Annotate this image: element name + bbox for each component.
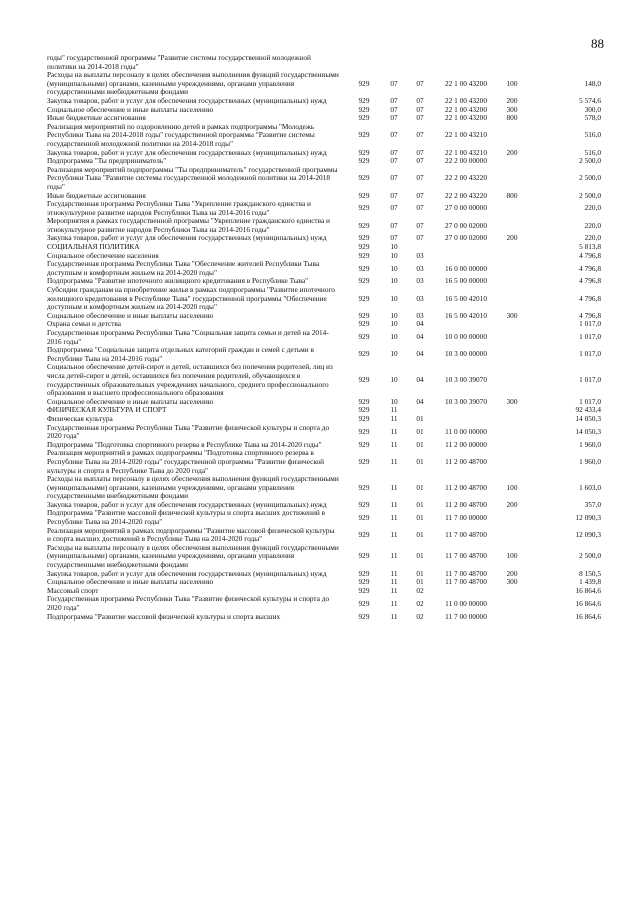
expense-type-cell: 300 [506,396,518,406]
section-code-cell: 07 [390,220,398,230]
expense-type-cell [499,509,525,526]
expense-type-cell [499,217,525,234]
subsection-code-cell [407,54,433,71]
row-name-cell: Закупка товаров, работ и услуг для обеспечения государственных (муниципальных) нужд [47,147,327,157]
admin-code-cell: 929 [358,375,370,385]
expense-type-cell [499,613,525,622]
amount-cell: 578,0 [584,113,601,123]
expense-type-cell [499,329,525,346]
subsection-code-cell: 03 [416,310,424,320]
target-article-cell: 16 5 00 42010 [445,310,487,320]
target-article-cell: 11 0 00 00000 [445,426,487,436]
table-row [47,363,601,397]
expense-type-cell: 100 [506,551,518,561]
expense-type-cell [499,277,525,286]
amount-cell: 4 796,8 [579,250,601,260]
target-article-cell: 22 2 00 43220 [445,173,487,183]
target-article-cell: 11 0 00 00000 [445,598,487,608]
row-name-cell: ФИЗИЧЕСКАЯ КУЛЬТУРА И СПОРТ [47,405,167,415]
table-row [47,123,601,149]
amount-cell [525,54,601,71]
target-article-cell: 11 2 00 00000 [445,439,487,449]
target-article-cell: 27 0 00 02000 [445,220,487,230]
section-code-cell: 07 [390,156,398,166]
subsection-code-cell: 04 [416,332,424,342]
section-code-cell: 10 [390,375,398,385]
amount-cell: 220,0 [584,203,601,213]
row-name-cell: Расходы на выплаты персоналу в целях обеспечения выполнения функций государственными (муниципальными) органами, казенными учреждениями, органами управления государственными внебюджетными фондами [47,70,339,97]
target-article-cell: 22 1 00 43200 [445,95,487,105]
expense-type-cell: 800 [506,113,518,123]
amount-cell: 16 864,6 [575,585,601,595]
expense-type-cell [499,424,525,441]
expense-type-cell [499,157,525,166]
row-name-cell: Расходы на выплаты персоналу в целях обеспечения выполнения функций государственными (муниципальными) органами, казенными учреждениями, органами управления государственными внебюджетными фондами [47,542,339,570]
section-code-cell: 11 [390,499,398,509]
row-name-cell: Закупка товаров, работ и услуг для обеспечения государственных (муниципальных) нужд [47,233,327,243]
subsection-code-cell: 01 [416,551,424,561]
subsection-code-cell: 01 [416,568,424,578]
expense-type-cell [499,415,525,424]
subsection-code-cell: 07 [416,113,424,123]
expense-type-cell [499,346,525,363]
table-row [47,312,601,321]
amount-cell: 5 813,8 [579,242,601,252]
row-name-cell: Расходы на выплаты персоналу в целях обеспечения выполнения функций государственными (муниципальными) органами, казенными учреждениями, органами управления государственными внебюджетными фондами [47,474,339,501]
target-article-cell: 11 7 00 48700 [445,568,487,578]
amount-cell: 92 433,4 [575,405,601,415]
subsection-code-cell: 01 [416,499,424,509]
amount-cell: 220,0 [584,233,601,243]
row-name-cell: Государственная программа Республики Тыва "Развитие физической культуры и спорта до 2020 года" [47,422,330,441]
row-name-cell: Массовый спорт [47,585,99,595]
table-row [47,595,601,612]
table-row [47,217,601,234]
section-code-cell: 11 [390,456,398,466]
amount-cell: 8 150,5 [579,568,601,578]
amount-cell: 4 796,8 [579,276,601,286]
amount-cell: 12 090,3 [575,512,601,522]
admin-code-cell: 929 [358,173,370,183]
row-name-cell: Подпрограмма "Развитие ипотечного жилищного кредитования в Республике Тыва" [47,276,309,286]
row-name-cell: Закупка товаров, работ и услуг для обеспечения государственных (муниципальных) нужд [47,95,327,105]
section-code-cell: 10 [390,396,398,406]
amount-cell: 1 960,0 [579,456,601,466]
expense-type-cell [499,123,525,149]
admin-code-cell: 929 [358,332,370,342]
row-name-cell: Социальное обеспечение и иные выплаты населению [47,396,214,406]
target-article-cell: 10 3 00 39070 [445,375,487,385]
expense-type-cell [499,363,525,397]
subsection-code-cell: 02 [416,611,424,621]
subsection-code-cell: 07 [416,190,424,200]
table-row [47,346,601,363]
section-code-cell: 10 [390,250,398,260]
subsection-code-cell: 07 [416,203,424,213]
target-article-cell: 11 7 00 48700 [445,577,487,587]
section-code-cell [381,54,407,71]
subsection-code-cell: 07 [416,220,424,230]
expense-type-cell [499,166,525,192]
subsection-code-cell: 02 [416,585,424,595]
row-name-cell: Подпрограмма "Развитие массовой физической культуры и спорта высших достижений в Республике Тыва на 2014-2020 годы" [47,508,326,527]
row-name-cell: Мероприятия в рамках государственной программы "Укрепление гражданского единства и этнокультурное развитие народов Республики Тыва на 2014-2016 годы" [47,216,330,234]
amount-cell: 1 017,0 [579,332,601,342]
section-code-cell: 11 [390,551,398,561]
expense-type-cell: 100 [506,78,518,88]
subsection-code-cell: 07 [416,147,424,157]
section-code-cell: 11 [390,405,398,415]
admin-code-cell: 929 [358,349,370,359]
target-article-cell: 11 7 00 00000 [445,611,487,621]
subsection-code-cell: 07 [416,130,424,140]
row-name-cell: Социальное обеспечение и иные выплаты населению [47,577,214,587]
target-article-cell [433,406,499,415]
amount-cell: 2 500,0 [579,190,601,200]
subsection-code-cell: 01 [416,413,424,423]
target-article-cell: 11 7 00 48700 [445,551,487,561]
expense-type-cell [499,441,525,450]
amount-cell: 1 960,0 [579,439,601,449]
subsection-code-cell: 03 [416,276,424,286]
target-article-cell: 22 2 00 43220 [445,190,487,200]
section-code-cell: 11 [390,512,398,522]
table-row [47,578,601,587]
subsection-code-cell: 04 [416,375,424,385]
amount-cell: 1 017,0 [579,319,601,329]
row-name-cell: Государственная программа Республики Тыва "Обеспечение жителей Республики Тыва доступным и комфортным жильем на 2014-2020 годы" [47,259,320,277]
admin-code-cell: 929 [358,220,370,230]
table-row [47,406,601,415]
admin-code-cell: 929 [358,78,370,88]
row-name-cell: Охрана семьи и детства [47,319,121,329]
row-name-cell: Подпрограмма "Социальная защита отдельных категорий граждан и семей с детьми в Республике Тыва на 2014-2016 годы" [47,345,314,363]
table-row [47,54,601,71]
amount-cell: 14 050,3 [575,413,601,423]
section-code-cell: 10 [390,310,398,320]
admin-code-cell: 929 [358,242,370,252]
amount-cell: 4 796,8 [579,310,601,320]
admin-code-cell [347,54,381,71]
admin-code-cell: 929 [358,499,370,509]
expense-type-cell [499,595,525,612]
target-article-cell: 16 0 00 00000 [445,263,487,273]
section-code-cell: 07 [390,78,398,88]
target-article-cell: 11 2 00 48700 [445,456,487,466]
table-row [47,260,601,277]
section-code-cell: 10 [390,263,398,273]
admin-code-cell: 929 [358,577,370,587]
admin-code-cell: 929 [358,598,370,608]
amount-cell: 516,0 [584,130,601,140]
section-code-cell: 07 [390,190,398,200]
expense-type-cell: 200 [506,95,518,105]
subsection-code-cell: 07 [416,78,424,88]
section-code-cell: 11 [390,529,398,539]
section-code-cell: 07 [390,173,398,183]
row-name-cell: Подпрограмма "Ты предприниматель" [47,156,167,166]
table-row [47,475,601,501]
section-code-cell: 11 [390,577,398,587]
subsection-code-cell: 03 [416,250,424,260]
expense-type-cell: 200 [506,499,518,509]
admin-code-cell: 929 [358,156,370,166]
target-article-cell [433,252,499,261]
target-article-cell [433,54,499,71]
admin-code-cell: 929 [358,310,370,320]
section-code-cell: 11 [390,585,398,595]
subsection-code-cell: 07 [416,173,424,183]
table-row [47,71,601,97]
amount-cell: 2 500,0 [579,156,601,166]
amount-cell: 357,0 [584,499,601,509]
section-code-cell: 07 [390,104,398,114]
admin-code-cell: 929 [358,396,370,406]
admin-code-cell: 929 [358,456,370,466]
row-name-cell: Закупка товаров, работ и услуг для обеспечения государственных (муниципальных) нужд [47,499,327,509]
amount-cell: 1 017,0 [579,349,601,359]
row-name-cell: Социальное обеспечение и иные выплаты населению [47,104,214,114]
row-name-cell: Реализация мероприятий в рамках подпрограммы "Подготовка спортивного резерва в Республике Тыва на 2014-2020 годы" государственной программы "Развитие физической культуры и спорта в Республике Тыва до 2020 года" [47,448,325,475]
subsection-code-cell: 01 [416,577,424,587]
row-name-cell: Физическая культура [47,413,113,423]
amount-cell: 12 090,3 [575,529,601,539]
admin-code-cell: 929 [358,263,370,273]
subsection-code-cell: 07 [416,104,424,114]
table-row [47,329,601,346]
expense-type-cell [499,200,525,217]
admin-code-cell: 929 [358,113,370,123]
section-code-cell: 07 [390,203,398,213]
section-code-cell: 11 [390,413,398,423]
subsection-code-cell: 01 [416,456,424,466]
expense-type-cell [499,252,525,261]
section-code-cell: 11 [390,568,398,578]
expense-type-cell: 300 [506,310,518,320]
admin-code-cell: 929 [358,529,370,539]
admin-code-cell: 929 [358,276,370,286]
section-code-cell: 07 [390,95,398,105]
subsection-code-cell: 03 [416,263,424,273]
subsection-code-cell: 04 [416,319,424,329]
target-article-cell: 22 2 00 00000 [445,156,487,166]
budget-table-body [47,54,601,621]
section-code-cell: 07 [390,147,398,157]
table-row [47,200,601,217]
amount-cell: 1 017,0 [579,375,601,385]
admin-code-cell: 929 [358,233,370,243]
admin-code-cell: 929 [358,319,370,329]
target-article-cell: 10 3 00 00000 [445,349,487,359]
amount-cell: 16 864,6 [575,598,601,608]
table-row [47,424,601,441]
section-code-cell: 11 [390,426,398,436]
subsection-code-cell: 01 [416,439,424,449]
subsection-code-cell: 02 [416,598,424,608]
row-name-cell: Реализация мероприятий по оздоровлению детей в рамках подпрограммы "Молодежь Республики Тыва на 2014-2018 годы" государственной программы "Развитие системы государственной молодежной политики на 2014-2018 годы" [47,121,315,148]
amount-cell: 148,0 [584,78,601,88]
section-code-cell: 11 [390,482,398,492]
subsection-code-cell: 04 [416,396,424,406]
admin-code-cell: 929 [358,130,370,140]
target-article-cell: 22 1 00 43200 [445,104,487,114]
admin-code-cell: 929 [358,293,370,303]
admin-code-cell: 929 [358,250,370,260]
admin-code-cell: 929 [358,203,370,213]
expense-type-cell [499,406,525,415]
target-article-cell [433,587,499,596]
admin-code-cell: 929 [358,439,370,449]
admin-code-cell: 929 [358,104,370,114]
expense-type-cell: 100 [506,482,518,492]
target-article-cell: 11 7 00 48700 [445,529,487,539]
row-name-cell: Социальное обеспечение детей-сирот и детей, оставшихся без попечения родителей, лиц из числа детей-сирот и детей, оставшихся без попечения родителей, обучающихся в государственных образовательных учреждениях начального, среднего профессионального образования и высшего профессионального образования [47,362,333,398]
page-number: 88 [591,36,604,51]
row-name-cell: Иные бюджетные ассигнования [47,190,146,200]
row-name-cell: Подпрограмма "Подготовка спортивного резерва в Республике Тыва на 2014-2020 годы" [47,439,322,449]
section-code-cell: 10 [390,349,398,359]
expense-type-cell [499,54,525,71]
target-article-cell: 22 1 00 43210 [445,147,487,157]
amount-cell: 14 050,3 [575,426,601,436]
row-name-cell: годы" государственной программы "Развитие системы государственной молодежной политики на 2014-2018 годы" [47,53,311,71]
subsection-code-cell: 04 [416,349,424,359]
section-code-cell: 07 [390,233,398,243]
section-code-cell: 11 [390,598,398,608]
target-article-cell: 22 1 00 43200 [445,113,487,123]
row-name-cell: Государственная программа Республики Тыва "Укрепление гражданского единства и этнокультурное развитие народов Республики Тыва на 2014-2016 годы" [47,199,311,217]
section-code-cell: 07 [390,130,398,140]
expense-type-cell: 300 [506,104,518,114]
target-article-cell: 27 0 00 02000 [445,233,487,243]
target-article-cell: 16 5 00 42010 [445,293,487,303]
section-code-cell: 10 [390,242,398,252]
expense-type-cell: 200 [506,147,518,157]
section-code-cell: 07 [390,113,398,123]
row-name-cell: СОЦИАЛЬНАЯ ПОЛИТИКА [47,242,140,252]
row-name-cell: Государственная программа Республики Тыва "Социальная защита семьи и детей на 2014-2016 годы" [47,328,329,346]
subsection-code-cell: 01 [416,529,424,539]
admin-code-cell: 929 [358,611,370,621]
expense-type-cell: 800 [506,190,518,200]
row-name-cell: Закупка товаров, работ и услуг для обеспечения государственных (муниципальных) нужд [47,568,327,578]
amount-cell: 2 500,0 [579,551,601,561]
admin-code-cell: 929 [358,512,370,522]
amount-cell: 1 017,0 [579,396,601,406]
subsection-code-cell: 01 [416,482,424,492]
row-name-cell: Реализация мероприятий подпрограммы "Ты предприниматель" государственной программы Республики Тыва "Развитие системы государственной молодежной политики на 2014-2018 годы" [47,164,338,191]
target-article-cell: 10 3 00 39070 [445,396,487,406]
section-code-cell: 11 [390,439,398,449]
admin-code-cell: 929 [358,147,370,157]
target-article-cell [433,415,499,424]
row-name-cell: Социальное обеспечение населения [47,250,159,260]
target-article-cell: 10 0 00 00000 [445,332,487,342]
admin-code-cell: 929 [358,585,370,595]
row-name-cell: Субсидии гражданам на приобретение жилья в рамках подпрограммы "Развитие ипотечного жилищного кредитования в Республике Тыва" государственной программы "Обеспечение доступным и комфортным жильем на 2014-2020 годы" [47,285,335,312]
subsection-code-cell: 07 [416,156,424,166]
section-code-cell: 10 [390,293,398,303]
section-code-cell: 10 [390,319,398,329]
budget-table [47,54,601,621]
table-row [47,527,601,544]
table-row [47,286,601,312]
admin-code-cell: 929 [358,482,370,492]
amount-cell: 16 864,6 [575,611,601,621]
subsection-code-cell: 01 [416,426,424,436]
target-article-cell: 22 1 00 43200 [445,78,487,88]
row-name-cell: Социальное обеспечение и иные выплаты населению [47,310,214,320]
section-code-cell: 10 [390,332,398,342]
row-name-cell: Подпрограмма "Развитие массовой физической культуры и спорта высших [47,611,281,621]
target-article-cell: 27 0 00 00000 [445,203,487,213]
subsection-code-cell: 03 [416,293,424,303]
table-row [47,449,601,475]
subsection-code-cell: 07 [416,233,424,243]
expense-type-cell [499,527,525,544]
table-row [47,544,601,570]
amount-cell: 4 796,8 [579,293,601,303]
admin-code-cell: 929 [358,95,370,105]
target-article-cell: 16 5 00 00000 [445,276,487,286]
expense-type-cell [499,286,525,312]
admin-code-cell: 929 [358,413,370,423]
subsection-code-cell: 01 [416,512,424,522]
table-row [47,613,601,622]
row-name-cell: Иные бюджетные ассигнования [47,113,146,123]
amount-cell: 4 796,8 [579,263,601,273]
section-code-cell: 11 [390,611,398,621]
row-name-cell: Реализация мероприятий в рамках подпрограммы "Развитие массовой физической культуры и спорта высших достижений в Республике Тыва на 2014-2020 годы" [47,525,335,544]
amount-cell: 2 500,0 [579,173,601,183]
target-article-cell: 11 2 00 48700 [445,482,487,492]
expense-type-cell [499,587,525,596]
amount-cell: 1 603,0 [579,482,601,492]
table-row [47,166,601,192]
expense-type-cell: 200 [506,568,518,578]
row-name-cell: Государственная программа Республики Тыва "Развитие физической культуры и спорта до 2020 года" [47,594,330,612]
target-article-cell [433,320,499,329]
target-article-cell: 11 7 00 00000 [445,512,487,522]
amount-cell: 300,0 [584,104,601,114]
amount-cell: 5 574,6 [579,95,601,105]
expense-type-cell: 300 [506,577,518,587]
admin-code-cell: 929 [358,568,370,578]
expense-type-cell: 200 [506,233,518,243]
target-article-cell [433,243,499,252]
admin-code-cell: 929 [358,405,370,415]
amount-cell: 1 439,8 [579,577,601,587]
admin-code-cell: 929 [358,551,370,561]
target-article-cell: 22 1 00 43210 [445,130,487,140]
expense-type-cell [499,260,525,277]
admin-code-cell: 929 [358,426,370,436]
target-article-cell: 11 2 00 48700 [445,499,487,509]
expense-type-cell [499,243,525,252]
section-code-cell: 10 [390,276,398,286]
table-row [47,509,601,526]
amount-cell: 516,0 [584,147,601,157]
admin-code-cell: 929 [358,190,370,200]
subsection-code-cell: 07 [416,95,424,105]
expense-type-cell [499,320,525,329]
amount-cell: 220,0 [584,220,601,230]
expense-type-cell [499,449,525,475]
